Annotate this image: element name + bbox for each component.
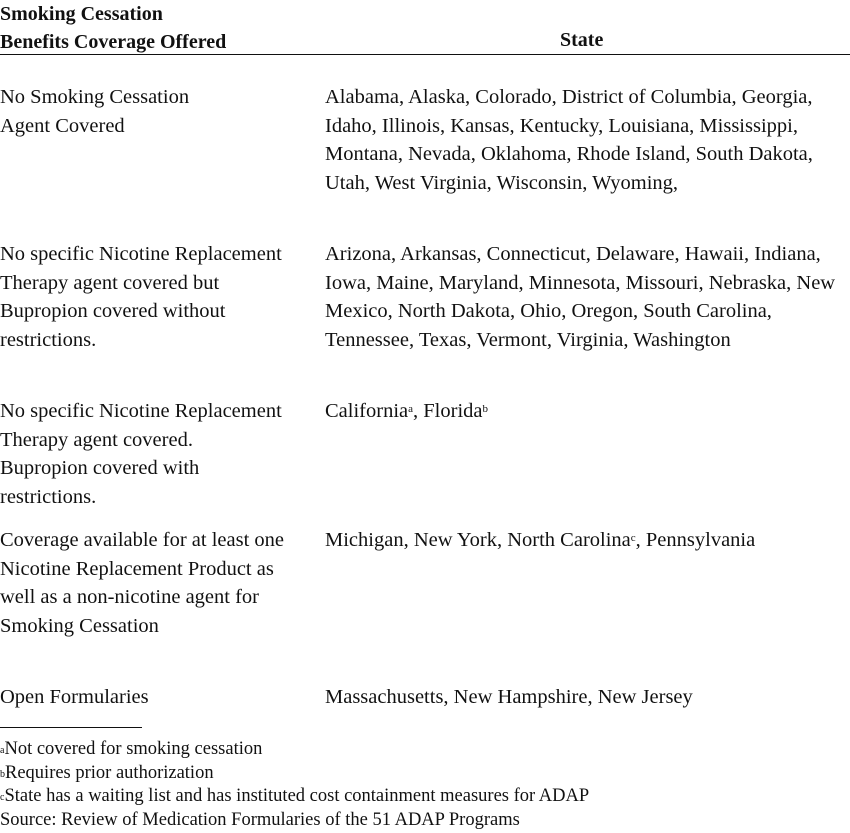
footnotes <box>0 738 850 832</box>
footnote-c-mark: c <box>0 792 5 803</box>
states-cell: Arizona, Arkansas, Connecticut, Delaware, Hawaii, Indiana, Iowa, Maine, Maryland, Minnesota, Missouri, Nebraska, New Mexico, North Dakota, Ohio, Oregon, South Carolina, Tennessee, Texas, Vermont, Virginia, Washington <box>325 243 836 351</box>
footnote-a <box>0 738 850 762</box>
source-note: Source: Review of Medication Formularies of the 51 ADAP Programs <box>0 809 520 830</box>
states-post: , Pennsylvania <box>635 529 756 551</box>
state-florida: , Florida <box>413 400 483 422</box>
table-header <box>0 0 850 55</box>
states-cell <box>325 526 850 555</box>
states-cell: Massachusetts, New Hampshire, New Jersey <box>325 686 693 708</box>
coverage-cell: No specific Nicotine Replacement Therapy agent covered but Bupropion covered without restrictions. <box>0 243 282 351</box>
footnote-b <box>0 762 850 786</box>
state-california: California <box>325 400 409 422</box>
coverage-cell: Coverage available for at least one Nicotine Replacement Product as well as a non-nicotine agent for Smoking Cessation <box>0 529 285 637</box>
header-coverage <box>0 0 300 56</box>
states-cell: Alabama, Alaska, Colorado, District of Columbia, Georgia, Idaho, Illinois, Kansas, Kentucky, Louisiana, Mississippi, Montana, Nevada, Oklahoma, Rhode Island, South Dakota, Utah, West Virginia, Wisconsin, Wyoming, <box>325 86 813 194</box>
footnote-a-mark: a <box>0 745 5 756</box>
states-pre: Michigan, New York, North Carolina <box>325 529 631 551</box>
header-coverage-line2: Benefits Coverage Offered <box>0 31 227 53</box>
footnote-b-text: Requires prior authorization <box>5 762 214 783</box>
footnote-mark-b: b <box>482 403 488 415</box>
header-state: State <box>560 29 604 51</box>
states-cell <box>325 397 850 426</box>
coverage-cell: No Smoking Cessation Agent Covered <box>0 86 190 137</box>
footnote-a-text: Not covered for smoking cessation <box>4 739 263 759</box>
footnote-mark-a: a <box>408 403 414 415</box>
coverage-cell: Open Formularies <box>0 686 149 708</box>
footnote-b-mark: b <box>0 768 5 780</box>
coverage-cell: No specific Nicotine Replacement Therapy agent covered. Bupropion covered with restrictions. <box>0 400 282 508</box>
footnote-c <box>0 785 850 809</box>
footnote-divider <box>0 727 142 728</box>
footnote-c-text: State has a waiting list and has instituted cost containment measures for ADAP <box>4 786 590 806</box>
header-coverage-line1: Smoking Cessation <box>0 3 163 25</box>
footnote-mark-c: c <box>630 532 636 544</box>
